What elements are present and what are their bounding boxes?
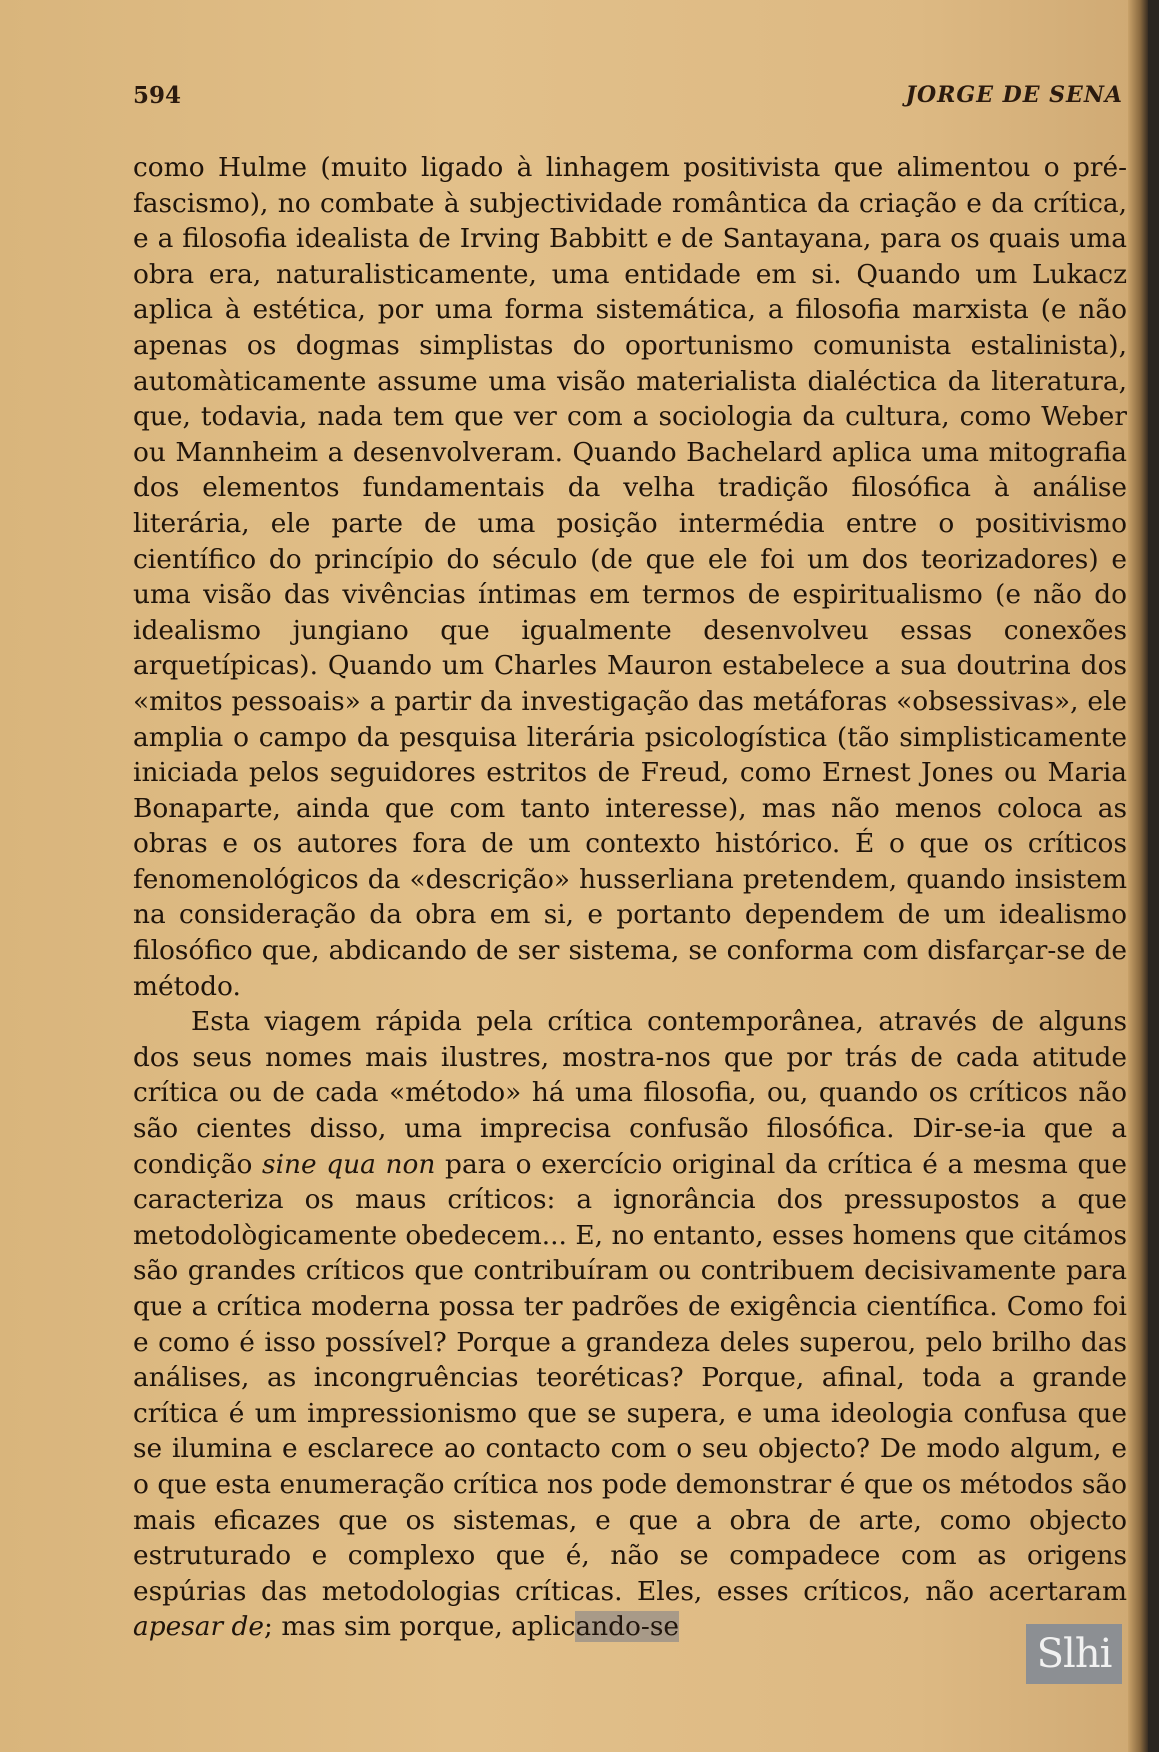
watermark-logo-text: Slhi xyxy=(1036,1631,1112,1677)
page-edge-shadow xyxy=(1128,0,1148,1752)
page-header xyxy=(133,82,1123,118)
watermark-logo xyxy=(1026,1624,1122,1684)
paragraph-2-text-2: para o exercício original da crítica é a mesma que caracteriza os maus críticos: a ignorância dos pressupostos a que metodològicamente obedecem... E, no entanto, esses homens que citámos são grandes críticos que contribuíram ou contribuem decisivamente para que a crítica moderna possa ter padrões de exigência científica. Como foi e como é isso possível? Porque a grandeza deles superou, pelo brilho das análises, as incongruências teoréticas? Porque, afinal, toda a grande crítica é um impressionismo que se supera, e uma ideologia confusa que se ilumina e esclarece ao contacto com o seu objecto? De modo algum, e o que esta enumeração crítica nos pode demonstrar é que os métodos são mais eficazes que os sistemas, e que a obra de arte, como objecto estruturado e complexo que é, não se compadece com as origens espúrias das metodologias críticas. Eles, esses críticos, não acertaram xyxy=(133,1148,1127,1607)
running-head: JORGE DE SENA xyxy=(905,82,1123,108)
paragraph-1 xyxy=(133,150,1127,1004)
paragraph-2-text-3: ; mas sim porque, aplic xyxy=(264,1611,576,1643)
highlighted-word-end: ando-se xyxy=(575,1611,679,1643)
paragraph-1-text: como Hulme (muito ligado à linhagem positivista que alimentou o pré-fascismo), no combate à subjectividade romântica da criação e da crítica, e a filosofia idealista de Irving Babbitt e de Santayana, para os quais uma obra era, naturalisticamente, uma entidade em si. Quando um Lukacz aplica à estética, por uma forma sistemática, a filosofia marxista (e não apenas os dogmas simplistas do oportunismo comunista estalinista), automàticamente assume uma visão materialista dialéctica da literatura, que, todavia, nada tem que ver com a sociologia da cultura, como Weber ou Mannheim a desenvolveram. Quando Bachelard aplica uma mitografia dos elementos fundamentais da velha tradição filosófica à análise literária, ele parte de uma posição intermédia entre o positivismo científico do princípio do século (de que ele foi um dos teorizadores) e uma visão das vivências íntimas em termos de espiritualismo (e não do idealismo jungiano que igualmente desenvolveu essas conexões arquetípicas). Quando um Charles Mauron estabelece a sua doutrina dos «mitos pessoais» a partir da investigação das metáforas «obsessivas», ele amplia o campo da pesquisa literária psicologística (tão simplisticamente iniciada pelos seguidores estritos de Freud, como Ernest Jones ou Maria Bonaparte, ainda que com tanto interesse), mas não menos coloca as obras e os autores fora de um contexto histórico. É o que os críticos fenomenológicos da «descrição» husserliana pretendem, quando insistem na consideração da obra em si, e portanto dependem de um idealismo filosófico que, abdicando de ser sistema, se conforma com disfarçar-se de método. xyxy=(133,152,1127,1002)
italic-phrase-sine-qua-non: sine qua non xyxy=(262,1148,436,1180)
paragraph-2 xyxy=(133,1004,1127,1645)
paragraph-2-text-1: Esta viagem rápida pela crítica contemporânea, através de alguns dos seus nomes mais ilustres, mostra-nos que por trás de cada atitude crítica ou de cada «método» há uma filosofia, ou, quando os críticos não são cientes disso, uma imprecisa confusão filosófica. Dir-se-ia que a condição xyxy=(133,1006,1127,1180)
body-text xyxy=(133,150,1127,1645)
italic-phrase-apesar-de: apesar de xyxy=(133,1611,265,1643)
page-number: 594 xyxy=(133,82,182,109)
